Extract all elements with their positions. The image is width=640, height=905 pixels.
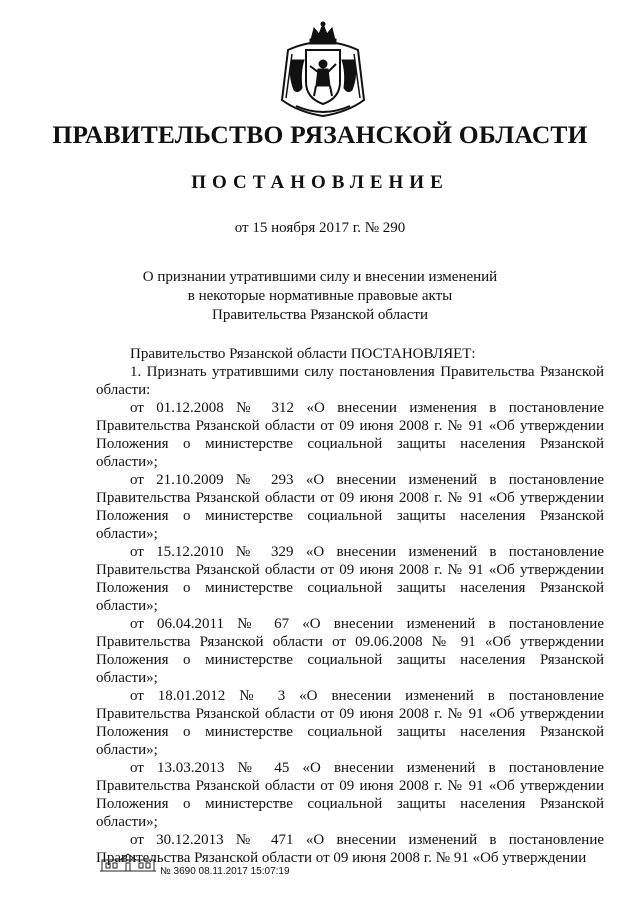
list-item: от 30.12.2013 № 471 «О внесении изменений в постановление Правительства Рязанской области от 09 июня 2008 г. № 91 «Об утверждении <box>96 832 604 866</box>
document-body <box>96 345 604 867</box>
subject-line: Правительства Рязанской области <box>211 307 429 323</box>
coat-of-arms-icon <box>278 20 368 118</box>
document-date-number: от 15 ноября 2017 г. № 290 <box>234 220 406 236</box>
list-item: от 01.12.2008 № 312 «О внесении изменения в постановление Правительства Рязанской области от 09 июня 2008 г. № 91 «Об утверждении Положения о министерстве социальной защиты населения Рязанской области»; <box>96 400 604 470</box>
list-item: от 18.01.2012 № 3 «О внесении изменений в постановление Правительства Рязанской области от 09 июня 2008 г. № 91 «Об утверждении Положения о министерстве социальной защиты населения Рязанской области»; <box>96 688 604 758</box>
preamble: Правительство Рязанской области ПОСТАНОВЛЯЕТ: <box>130 346 476 362</box>
list-item: от 21.10.2009 № 293 «О внесении изменений в постановление Правительства Рязанской области от 09 июня 2008 г. № 91 «Об утверждении Положения о министерстве социальной защиты населения Рязанской области»; <box>96 472 604 542</box>
building-stamp-icon <box>98 851 158 873</box>
subject-line: в некоторые нормативные правовые акты <box>187 288 453 304</box>
document-type: ПОСТАНОВЛЕНИЕ <box>191 172 449 193</box>
government-title: ПРАВИТЕЛЬСТВО РЯЗАНСКОЙ ОБЛАСТИ <box>52 120 588 149</box>
list-item: от 15.12.2010 № 329 «О внесении изменений в постановление Правительства Рязанской области от 09 июня 2008 г. № 91 «Об утверждении Положения о министерстве социальной защиты населения Рязанской области»; <box>96 544 604 614</box>
registration-stamp: № 3690 08.11.2017 15:07:19 <box>160 866 290 877</box>
list-item: от 13.03.2013 № 45 «О внесении изменений в постановление Правительства Рязанской области от 09 июня 2008 г. № 91 «Об утверждении Положения о министерстве социальной защиты населения Рязанской области»; <box>96 760 604 830</box>
list-item: от 06.04.2011 № 67 «О внесении изменений в постановление Правительства Рязанской области от 09.06.2008 № 91 «Об утверждении Положения о министерстве социальной защиты населения Рязанской области»; <box>96 616 604 686</box>
clause-1: 1. Признать утратившими силу постановления Правительства Рязанской области: <box>96 364 604 398</box>
subject-line: О признании утратившими силу и внесении изменений <box>142 269 498 285</box>
document-subject <box>0 268 640 325</box>
